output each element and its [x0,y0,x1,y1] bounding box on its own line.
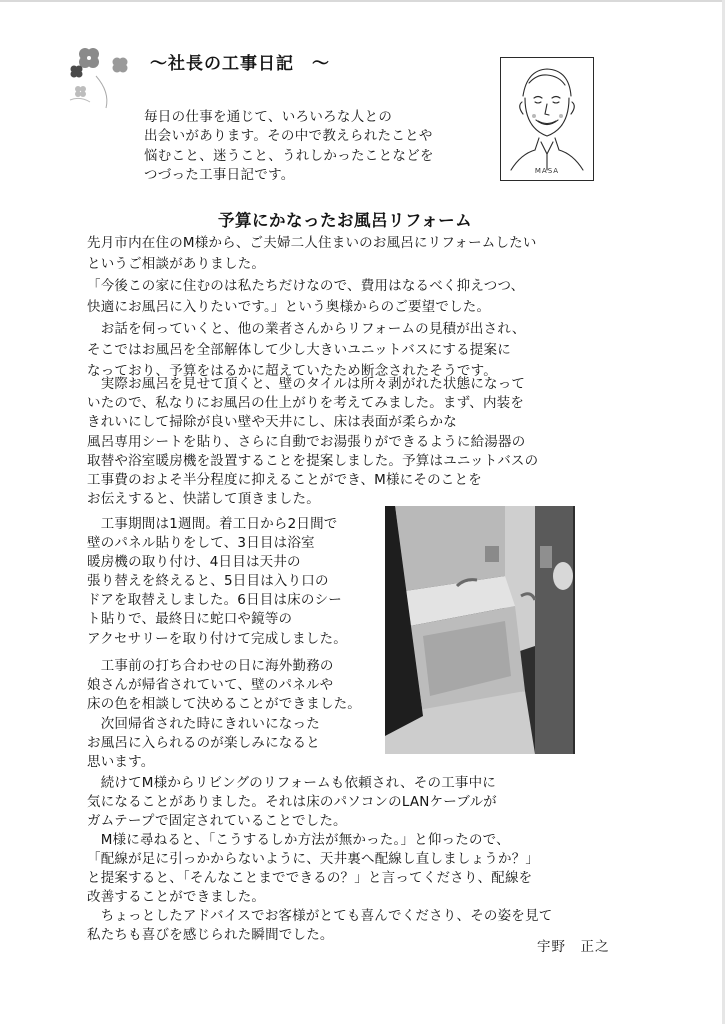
portrait-sketch [501,58,593,180]
paragraph-line: 「今後この家に住むのは私たちだけなので、費用はなるべく抑えつつ、 [87,277,525,294]
paragraph-line: 床の色を相談して決めることができました。 [87,696,361,713]
paragraph-line: 壁のパネル貼りをして、3日目は浴室 [87,535,315,552]
paragraph-line: アクセサリーを取り付けて完成しました。 [87,630,347,647]
paragraph-line: いたので、私なりにお風呂の仕上がりを考えてみました。まず、内装を [87,395,525,412]
intro-line: つづった工事日記です。 [144,167,295,184]
paragraph-line: ドアを取替えしました。6日目は床のシー [87,592,342,609]
article-paragraph [87,515,347,649]
paragraph-line: と提案すると、「そんなことまでできるの？」と言ってくださり、配線を [87,870,533,886]
paragraph-line: 取替や浴室暖房機を設置することを提案しました。予算はユニットバスの [87,452,539,469]
paragraph-line: M様に尋ねると、「こうするしか方法が無かった。」と仰ったので、 [87,832,510,848]
paragraph-line: 工事費のおよそ半分程度に抑えることができ、M様にそのことを [87,472,482,489]
author-signature: 宇野 正之 [537,939,610,955]
paragraph-line: 工事前の打ち合わせの日に海外勤務の [87,658,334,674]
article-paragraph [87,657,361,772]
paragraph-line: 実際お風呂を見せて頂くと、壁のタイルは所々剥がれた状態になって [87,376,526,392]
paragraph-line: 次回帰省された時にきれいになった [87,715,320,732]
paragraph-line: お話を伺っていくと、他の業者さんからリフォームの見積が出され、 [87,320,526,337]
paragraph-line: お伝えすると、快諾して頂きました。 [87,491,320,508]
paragraph-line: 娘さんが帰省されていて、壁のパネルや [87,677,334,694]
article-paragraph [87,774,552,945]
bathroom-photo-image [385,506,575,754]
paragraph-line: なっており、予算をはるかに超えていたため断念されたそうです。 [87,363,497,380]
paragraph-line: 快適にお風呂に入りたいです。」という奥様からのご要望でした。 [87,299,491,316]
bathroom-photo [385,506,575,754]
paragraph-line: 工事期間は1週間。着工日から2日間で [87,516,338,532]
paragraph-line: 「配線が足に引っかからないように、天井裏へ配線し直しましょうか？」 [87,851,540,867]
paragraph-line: ちょっとしたアドバイスでお客様がとても喜んでくださり、その姿を見て [87,908,553,924]
paragraph-line: ガムテープで固定されていることでした。 [87,813,347,829]
portrait-caption: MASA [534,167,560,175]
paragraph-line: 暖房機の取り付け、4日目は天井の [87,554,301,571]
paragraph-line: そこではお風呂を全部解体して少し大きいユニットバスにする提案に [87,342,511,359]
paragraph-line: 私たちも喜びを感じられた瞬間でした。 [87,927,334,943]
diary-title: ～社長の工事日記 ～ [150,54,330,74]
paragraph-line: 風呂専用シートを貼り、さらに自動でお湯張りができるように給湯器の [87,433,526,450]
president-portrait [500,57,594,181]
intro-line: 毎日の仕事を通じて、いろいろな人との [144,109,393,125]
paragraph-line: 続けてM様からリビングのリフォームも依頼され、その工事中に [87,775,497,791]
paragraph-line: 張り替えを終えると、5日目は入り口の [87,573,329,590]
article-paragraph [87,233,537,383]
paragraph-line: というご相談がありました。 [87,256,266,273]
paragraph-line: 思います。 [87,754,155,771]
paragraph-line: ト貼りで、最終日に蛇口や鏡等の [87,611,293,628]
article-paragraph [87,375,538,509]
paragraph-line: きれいにして掃除が良い壁や天井にし、床は表面が柔らかな [87,414,457,431]
paragraph-line: 気になることがありました。それは床のパソコンのLANケーブルが [87,794,497,810]
paragraph-line: 改善することができました。 [87,889,266,905]
article-headline: 予算にかなったお風呂リフォーム [218,211,473,230]
intro-line: 出会いがあります。その中で教えられたことや [144,128,433,145]
intro-line: 悩むこと、迷うこと、うれしかったことなどを [144,147,434,164]
scan-edge [0,0,725,2]
paragraph-line: 先月市内在住のM様から、ご夫婦二人住まいのお風呂にリフォームしたい [87,235,537,251]
clover-icon [66,40,138,110]
intro-text [144,108,434,186]
paragraph-line: お風呂に入られるのが楽しみになると [87,734,320,751]
